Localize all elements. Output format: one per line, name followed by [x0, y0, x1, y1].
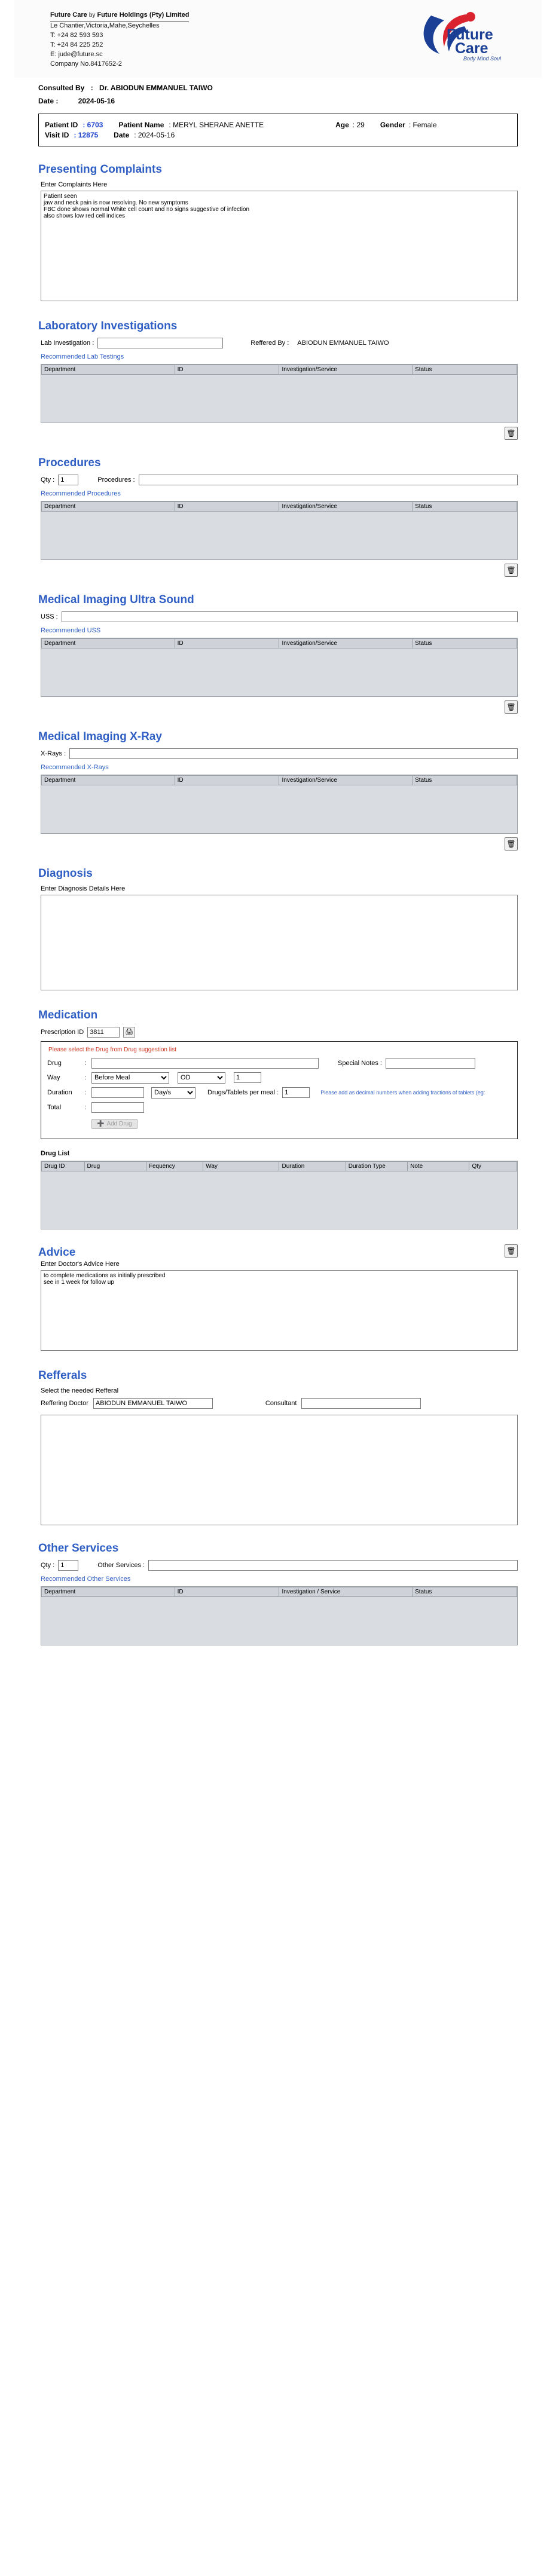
- uss-col-id: ID: [175, 638, 279, 648]
- xray-col-status: Status: [413, 775, 517, 785]
- prescription-id-row: [14, 1027, 542, 1038]
- xray-delete-icon[interactable]: 🗑: [505, 837, 518, 850]
- uss-label: USS :: [41, 613, 58, 620]
- advice-header-row: [14, 1229, 542, 1261]
- lab-investigation-input[interactable]: [97, 338, 223, 348]
- other-services-grid: [41, 1586, 518, 1645]
- procedures-input[interactable]: [139, 475, 518, 485]
- proc-col-department: Department: [42, 501, 175, 511]
- other-col-department: Department: [42, 1587, 175, 1596]
- logo-text-future: Future: [447, 26, 493, 43]
- xray-label: X-Rays :: [41, 749, 66, 757]
- patient-info-line-2: [45, 131, 511, 139]
- patient-name-label: Patient Name: [118, 120, 164, 129]
- patient-id-label: Patient ID: [45, 120, 78, 129]
- proc-col-service: Investigation/Service: [279, 501, 413, 511]
- section-title-other-services: Other Services: [38, 1541, 119, 1555]
- lab-delete-icon[interactable]: 🗑: [505, 427, 518, 440]
- procedures-input-row: [14, 475, 542, 485]
- add-drug-button[interactable]: [91, 1119, 138, 1129]
- uss-delete-icon[interactable]: 🗑: [505, 700, 518, 714]
- drug-label: Drug: [47, 1059, 62, 1067]
- section-title-medical-imaging-xray: Medical Imaging X-Ray: [38, 730, 162, 743]
- table-header-row: [42, 365, 517, 374]
- proc-col-status: Status: [413, 501, 517, 511]
- clinic-legal-name: Future Holdings (Pty) Limited: [97, 11, 190, 19]
- section-title-presenting-complaints: Presenting Complaints: [38, 163, 162, 176]
- xray-input[interactable]: [69, 748, 518, 759]
- duration-unit-select[interactable]: [151, 1087, 195, 1099]
- visit-date-label: Date: [114, 130, 130, 139]
- other-col-service: Investigation / Service: [279, 1587, 413, 1596]
- procedures-delete-icon[interactable]: 🗑: [505, 564, 518, 577]
- consultant-input[interactable]: [301, 1398, 421, 1409]
- way-qty-input[interactable]: [234, 1072, 261, 1083]
- other-services-empty-body: [41, 1597, 517, 1645]
- visit-id-label: Visit ID: [45, 130, 69, 139]
- lab-col-service: Investigation/Service: [279, 365, 413, 374]
- table-header-row: [42, 1587, 517, 1596]
- drug-col-drug: Drug: [84, 1161, 146, 1171]
- procedures-actions-row: [14, 564, 542, 577]
- letterhead: [14, 0, 542, 78]
- medication-entry-panel: [41, 1041, 518, 1139]
- drug-col-id: Drug ID: [42, 1161, 85, 1171]
- complaints-textarea[interactable]: [41, 191, 518, 301]
- uss-input-row: [14, 611, 542, 622]
- uss-grid: [41, 638, 518, 697]
- special-notes-label: Special Notes :: [338, 1059, 382, 1067]
- medication-total-row: Total :: [47, 1102, 511, 1113]
- medication-actions-row: [47, 1119, 511, 1129]
- advice-sub-label: Enter Doctor's Advice Here: [41, 1260, 120, 1268]
- uss-col-department: Department: [42, 638, 175, 648]
- section-title-medical-imaging-uss: Medical Imaging Ultra Sound: [38, 593, 194, 606]
- procedures-qty-input[interactable]: [58, 475, 78, 485]
- section-title-refferals: Refferals: [38, 1369, 87, 1382]
- xray-table: [41, 775, 517, 785]
- consultant-label: Consultant: [265, 1399, 297, 1407]
- refferals-sub-label: Select the needed Refferal: [41, 1387, 119, 1394]
- medication-warning-text: Please select the Drug from Drug suggestion list: [48, 1046, 176, 1053]
- drug-list-table: [41, 1161, 517, 1171]
- advice-delete-icon[interactable]: 🗑: [505, 1244, 518, 1258]
- drug-list-title: Drug List: [41, 1149, 70, 1157]
- drug-list-grid: [41, 1161, 518, 1229]
- per-meal-label: Drugs/Tablets per meal :: [207, 1089, 279, 1097]
- procedures-label: Procedures :: [97, 476, 135, 484]
- referred-by-value: ABIODUN EMMANUEL TAIWO: [297, 339, 389, 347]
- procedures-empty-body: [41, 512, 517, 559]
- total-input[interactable]: [91, 1102, 144, 1113]
- table-header-row: [42, 1161, 517, 1171]
- clinic-name: Future Care: [50, 11, 87, 19]
- clinic-address-block: [50, 11, 189, 69]
- patient-age-value: : 29: [352, 120, 365, 129]
- consult-date-row: [14, 93, 542, 111]
- uss-table: [41, 638, 517, 648]
- advice-box: [41, 1270, 518, 1353]
- drug-input[interactable]: [91, 1058, 319, 1069]
- reffering-doctor-label: Reffering Doctor: [41, 1399, 88, 1407]
- patient-gender-value: : Female: [408, 120, 437, 129]
- table-header-row: [42, 638, 517, 648]
- table-header-row: [42, 501, 517, 511]
- xray-grid: [41, 775, 518, 834]
- frequency-select[interactable]: [178, 1072, 225, 1084]
- drug-list-empty-body: [41, 1171, 517, 1229]
- consulted-by-label: Consulted By: [38, 83, 85, 92]
- duration-input[interactable]: [91, 1087, 144, 1098]
- lab-col-id: ID: [175, 365, 279, 374]
- xray-input-row: [14, 748, 542, 759]
- xray-actions-row: [14, 837, 542, 850]
- diagnosis-textarea[interactable]: [41, 895, 518, 990]
- patient-age-label: Age: [335, 120, 349, 129]
- recommended-lab-testings-link[interactable]: Recommended Lab Testings: [41, 353, 124, 360]
- other-services-input-row: [14, 1560, 542, 1571]
- section-title-advice: Advice: [38, 1246, 76, 1259]
- table-header-row: [42, 775, 517, 785]
- clinic-tel-2: T: +24 84 225 252: [50, 41, 103, 48]
- procedures-qty-label: Qty :: [41, 476, 55, 484]
- recommended-xrays-link[interactable]: Recommended X-Rays: [41, 763, 109, 771]
- drug-col-duration: Duration: [279, 1161, 346, 1171]
- lab-results-grid: [41, 364, 518, 423]
- logo-text-care: Care: [455, 40, 488, 57]
- per-meal-input[interactable]: [282, 1087, 310, 1098]
- procedures-table: [41, 501, 517, 512]
- patient-gender-label: Gender: [380, 120, 405, 129]
- recommended-other-services-link[interactable]: Recommended Other Services: [41, 1575, 131, 1583]
- lab-results-table: [41, 365, 517, 375]
- prescription-id-input[interactable]: [87, 1027, 120, 1038]
- drug-col-qty: Qty: [469, 1161, 517, 1171]
- section-title-diagnosis: Diagnosis: [38, 867, 93, 880]
- plus-icon: ➕: [97, 1120, 105, 1127]
- other-services-label: Other Services :: [97, 1561, 145, 1569]
- consulted-by-colon: :: [90, 83, 93, 92]
- other-services-qty-input[interactable]: [58, 1560, 78, 1571]
- clinic-name-by: by: [88, 12, 96, 19]
- advice-textarea[interactable]: [41, 1270, 518, 1351]
- prescription-id-label: Prescription ID: [41, 1028, 84, 1036]
- uss-input[interactable]: [62, 611, 518, 622]
- recommended-uss-link[interactable]: Recommended USS: [41, 626, 101, 634]
- decimal-hint-text: Please add as decimal numbers when adding fractions of tablets (eg:: [320, 1090, 485, 1096]
- uss-empty-body: [41, 648, 517, 696]
- refferals-input-row: [14, 1398, 542, 1409]
- drug-col-way: Way: [203, 1161, 279, 1171]
- patient-info-box: [38, 114, 518, 146]
- section-title-procedures: Procedures: [38, 456, 101, 469]
- patient-id-value: : 6703: [83, 120, 103, 129]
- complaints-box: [41, 191, 518, 303]
- other-col-id: ID: [175, 1587, 279, 1596]
- special-notes-input[interactable]: [386, 1058, 475, 1069]
- way-label: Way: [47, 1074, 60, 1082]
- xray-col-department: Department: [42, 775, 175, 785]
- clinic-tel-1: T: +24 82 593 593: [50, 31, 103, 39]
- medication-duration-row: Duration : Day/s Drugs/Tablets per meal : 1 Please add as decimal numbers when adding fractions of tablets (eg:: [47, 1087, 511, 1099]
- diagnosis-sub-label: Enter Diagnosis Details Here: [41, 885, 126, 892]
- visit-date-value: : 2024-05-16: [134, 130, 175, 139]
- lab-col-status: Status: [413, 365, 517, 374]
- other-services-table: [41, 1587, 517, 1597]
- drug-col-note: Note: [408, 1161, 469, 1171]
- other-services-input[interactable]: [148, 1560, 518, 1571]
- medication-way-row: Way : Before Meal OD 1: [47, 1072, 511, 1084]
- referred-by-label: Reffered By :: [250, 339, 289, 347]
- lab-input-row: [14, 338, 542, 348]
- add-drug-button-label: Add Drug: [106, 1120, 132, 1127]
- lab-results-empty-body: [41, 375, 517, 423]
- xray-empty-body: [41, 785, 517, 833]
- procedures-grid: [41, 501, 518, 560]
- other-services-qty-label: Qty :: [41, 1561, 55, 1569]
- logo-tagline: Body Mind Soul: [463, 56, 502, 62]
- lab-actions-row: [14, 427, 542, 440]
- xray-col-id: ID: [175, 775, 279, 785]
- uss-col-service: Investigation/Service: [279, 638, 413, 648]
- prescription-print-icon[interactable]: 🖨: [123, 1027, 135, 1038]
- clinic-name-line: [50, 11, 189, 22]
- medication-drug-row: Drug : Special Notes :: [47, 1058, 511, 1069]
- visit-id-value: : 12875: [74, 130, 99, 139]
- futurecare-logo: [413, 11, 518, 68]
- reffering-doctor-input[interactable]: [93, 1398, 213, 1409]
- uss-col-status: Status: [413, 638, 517, 648]
- refferals-empty-panel[interactable]: [41, 1415, 518, 1525]
- clinic-email: E: jude@future.sc: [50, 50, 103, 58]
- duration-label: Duration: [47, 1089, 72, 1097]
- consult-date-value: 2024-05-16: [78, 96, 115, 105]
- complaints-sub-label: Enter Complaints Here: [41, 180, 108, 188]
- consulted-by-value: Dr. ABIODUN EMMANUEL TAIWO: [99, 83, 213, 92]
- patient-name-value: : MERYL SHERANE ANETTE: [169, 120, 264, 129]
- lab-col-department: Department: [42, 365, 175, 374]
- recommended-procedures-link[interactable]: Recommended Procedures: [41, 489, 121, 497]
- proc-col-id: ID: [175, 501, 279, 511]
- consult-date-label: Date: [38, 96, 54, 105]
- lab-investigation-label: Lab Investigation :: [41, 339, 94, 347]
- total-label: Total: [47, 1103, 62, 1111]
- other-col-status: Status: [413, 1587, 517, 1596]
- consult-date-colon: :: [56, 96, 59, 105]
- consulted-by-row: [14, 78, 542, 93]
- section-title-lab-investigations: Laboratory Investigations: [38, 319, 178, 332]
- way-select[interactable]: [91, 1072, 169, 1084]
- xray-col-service: Investigation/Service: [279, 775, 413, 785]
- uss-actions-row: [14, 700, 542, 714]
- clinic-company-no: Company No.8417652-2: [50, 60, 122, 68]
- diagnosis-box: [41, 895, 518, 992]
- patient-info-line-1: [45, 121, 511, 129]
- section-title-medication: Medication: [38, 1008, 98, 1021]
- drug-col-frequency: Fequency: [146, 1161, 203, 1171]
- drug-col-duration-type: Duration Type: [346, 1161, 407, 1171]
- clinic-address: Le Chantier,Victoria,Mahe,Seychelles: [50, 22, 160, 29]
